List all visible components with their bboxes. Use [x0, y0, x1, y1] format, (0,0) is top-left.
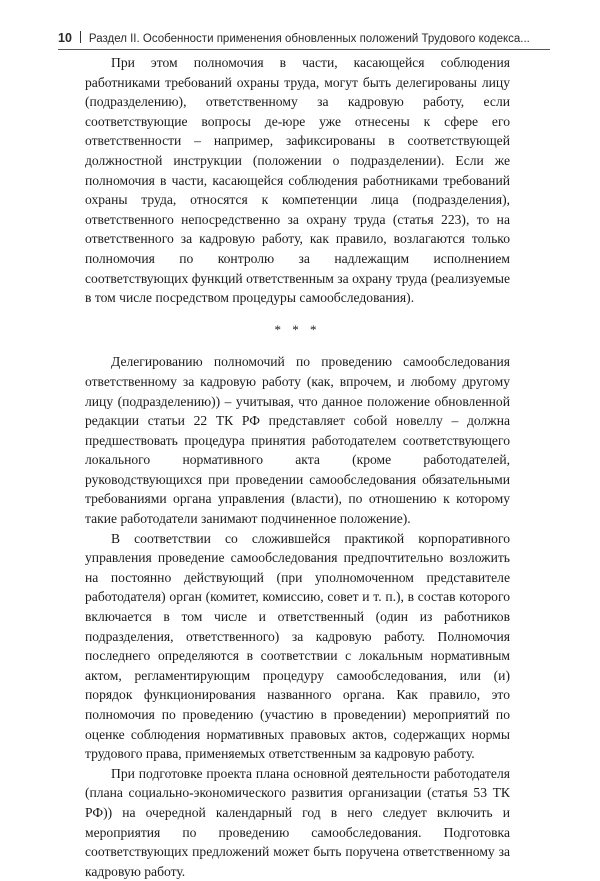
section-separator: * * * [274, 321, 321, 337]
page-number: 10 [58, 31, 72, 45]
paragraph: Делегированию полномочий по проведению самообследования ответственному за кадровую работу (как, впрочем, и любому другому лицу (подразделению)) – учитывая, что данное положение обновленной редакции статьи 22 ТК РФ представляет собой новеллу – должна предшествовать процедура принятия работодателем соответствующего локального нормативного акта (кроме работодателей, руководствующихся при проведении самообследования обязательными требованиями органа управления (власти), по отношению к которому такие работодатели занимают подчиненное положение). [85, 354, 510, 527]
header-divider [80, 31, 81, 43]
paragraph: При этом полномочия в части, касающейся соблюдения работниками требований охраны труда, могут быть делегированы лицу (подразделению), ответственному за кадровую работу, если соответствующие вопросы де-юре уже отнесены к сфере его ответственности – например, зафиксированы в соответствующей должностной инструкции (положении о подразделении). Если же полномочия в части, касающейся соблюдения работниками требований охраны труда, относятся к компетенции лица (подразделения), ответственного непосредственно за охрану труда (статья 223), то на ответственного за кадровую работу, как правило, возлагаются только полномочия по контролю за надлежащим исполнением соответствующих функций ответственным за охрану труда (реализуемые в том числе посредством процедуры самообследования). [85, 55, 510, 306]
paragraph: При подготовке проекта плана основной деятельности работодателя (плана социально-экономического развития организации (статья 53 ТК РФ)) на очередной календарный год в него следует включить и мероприятия по проведению самообследования. Подготовка соответствующих предложений может быть поручена ответственному за кадровую работу. [85, 765, 510, 879]
running-header-title: Раздел II. Особенности применения обновленных положений Трудового кодекса... [88, 33, 530, 45]
paragraph: В соответствии со сложившейся практикой корпоративного управления проведение самообследования предпочтительно возложить на постоянно действующий (при уполномоченном представителе работодателя) орган (комитет, комиссию, совет и т. п.), в состав которого включается в том числе и ответственный (один из работников подразделения, ответственного) за кадровую работу. Полномочия последнего определяются в соответствии с локальным нормативным актом, регламентирующим процедуру самообследования, или (и) порядок функционирования названного органа. Как правило, это полномочия по проведению (участию в проведении) мероприятий по оценке соблюдения нормативных правовых актов, содержащих нормы трудового права, применяемых ответственным за кадровую работу. [85, 530, 510, 762]
running-header [58, 30, 548, 45]
header-rule [58, 49, 550, 50]
body-text [85, 53, 510, 881]
